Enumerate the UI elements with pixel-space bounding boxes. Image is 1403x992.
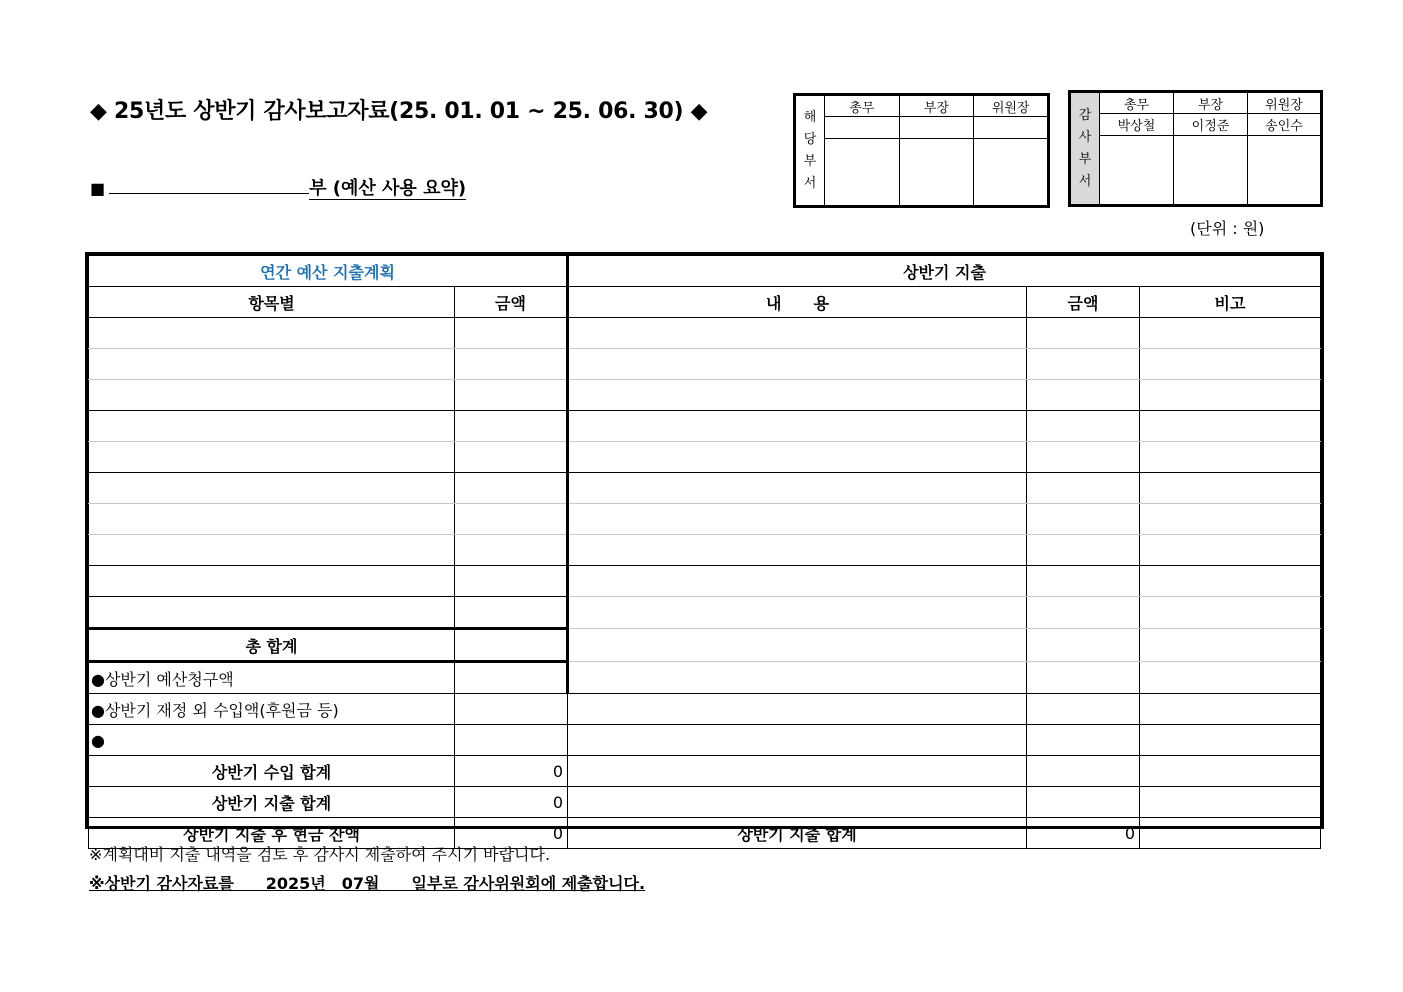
balance-value: 0 xyxy=(455,818,568,849)
role-cell: 위원장 xyxy=(1248,92,1322,114)
name-cell xyxy=(974,117,1049,139)
name-cell: 송인수 xyxy=(1248,114,1322,136)
table-row xyxy=(89,349,1321,380)
role-cell: 위원장 xyxy=(974,95,1049,117)
approval-box-department xyxy=(793,93,1050,208)
table-row xyxy=(89,629,1321,662)
role-cell: 부장 xyxy=(1174,92,1248,114)
approval-side-label: 해 당 부 서 xyxy=(795,95,825,207)
income-total-value: 0 xyxy=(455,756,568,787)
subtitle xyxy=(90,174,466,200)
approval-box-audit xyxy=(1068,90,1323,207)
signature-cell xyxy=(1174,136,1248,206)
right-total-label: 상반기 지출 합계 xyxy=(568,818,1027,849)
table-row xyxy=(89,411,1321,442)
expense-total-value: 0 xyxy=(455,787,568,818)
name-cell: 이정준 xyxy=(1174,114,1248,136)
note-review: ※계획대비 지출 내역을 검토 후 감사시 제출하여 주시기 바랍니다. xyxy=(89,845,551,864)
table-row xyxy=(89,473,1321,504)
half-year-expense-header: 상반기 지출 xyxy=(568,256,1321,287)
subtitle-suffix: 부 (예산 사용 요약) xyxy=(309,178,467,199)
table-row xyxy=(89,566,1321,597)
income-total-label: 상반기 수입 합계 xyxy=(89,756,455,787)
page-title: ◆ 25년도 상반기 감사보고자료(25. 01. 01 ~ 25. 06. 30) ◆ xyxy=(90,99,708,124)
table-row xyxy=(89,597,1321,629)
table-row xyxy=(89,504,1321,535)
role-cell: 부장 xyxy=(899,95,974,117)
right-total-value: 0 xyxy=(1027,818,1140,849)
col-item-header: 항목별 xyxy=(89,287,455,318)
department-blank xyxy=(109,179,309,194)
table-row xyxy=(89,694,1321,725)
col-content-header: 내 용 xyxy=(568,287,1027,318)
square-marker: ■ xyxy=(90,179,106,198)
table-row xyxy=(89,787,1321,818)
balance-label: 상반기 지출 후 현금 잔액 xyxy=(89,818,455,849)
expense-total-label: 상반기 지출 합계 xyxy=(89,787,455,818)
income-row-label: ● xyxy=(89,725,455,756)
role-cell: 총무 xyxy=(1100,92,1174,114)
table-row xyxy=(89,725,1321,756)
annual-plan-header: 연간 예산 지출계획 xyxy=(89,256,568,287)
total-label: 총 합계 xyxy=(89,629,455,662)
signature-cell xyxy=(1100,136,1174,206)
approval-side-label: 감 사 부 서 xyxy=(1070,92,1100,206)
col-note-header: 비고 xyxy=(1140,287,1321,318)
signature-cell xyxy=(825,139,900,207)
role-cell: 총무 xyxy=(825,95,900,117)
table-row xyxy=(89,535,1321,566)
table-row xyxy=(89,662,1321,694)
table-row xyxy=(89,442,1321,473)
income-row-label: ●상반기 재정 외 수입액(후원금 등) xyxy=(89,694,455,725)
name-cell: 박상철 xyxy=(1100,114,1174,136)
total-value xyxy=(455,629,568,662)
name-cell xyxy=(825,117,900,139)
name-cell xyxy=(899,117,974,139)
signature-cell xyxy=(1248,136,1322,206)
table-row xyxy=(89,318,1321,349)
unit-label: (단위 : 원) xyxy=(1190,219,1265,238)
signature-cell xyxy=(899,139,974,207)
table-row xyxy=(89,380,1321,411)
income-row-label: ●상반기 예산청구액 xyxy=(89,662,455,694)
note-submission: ※상반기 감사자료를 2025년 07월 일부로 감사위원회에 제출합니다. xyxy=(89,874,646,893)
budget-table xyxy=(85,252,1324,844)
col-amount2-header: 금액 xyxy=(1027,287,1140,318)
col-amount-header: 금액 xyxy=(455,287,568,318)
signature-cell xyxy=(974,139,1049,207)
table-row xyxy=(89,756,1321,787)
